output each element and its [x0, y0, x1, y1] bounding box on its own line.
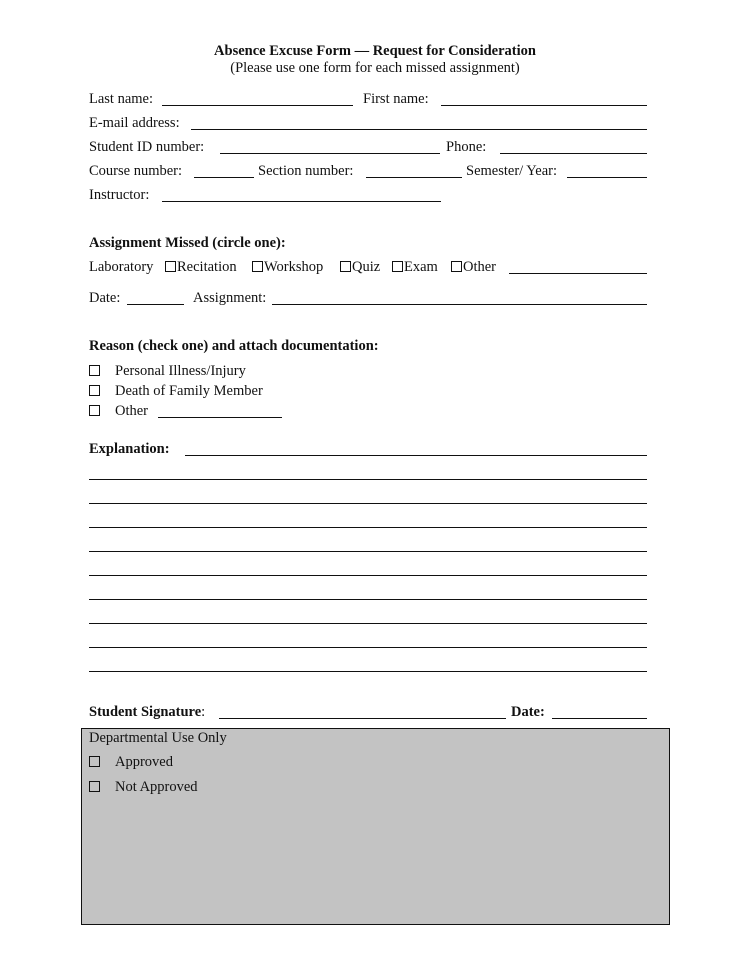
option-label: Personal Illness/Injury	[115, 363, 246, 379]
signature-colon: :	[201, 704, 206, 720]
form-subtitle: (Please use one form for each missed assignment)	[230, 60, 520, 76]
explanation-line[interactable]	[89, 599, 647, 600]
option-label: Other	[115, 403, 149, 419]
departmental-use-box	[81, 728, 670, 925]
checkbox-icon[interactable]	[89, 405, 100, 416]
explanation-line[interactable]	[89, 575, 647, 576]
first-name-field[interactable]	[441, 105, 647, 106]
assignment-option-quiz[interactable]	[340, 259, 380, 276]
last-name-field[interactable]	[162, 105, 353, 106]
option-label: Other	[463, 259, 497, 275]
signature-date-label: Date:	[511, 704, 545, 720]
option-label: Exam	[404, 259, 438, 275]
checkbox-icon[interactable]	[165, 261, 176, 272]
option-label: Approved	[115, 754, 173, 770]
option-label: Laboratory	[89, 259, 154, 275]
checkbox-icon[interactable]	[89, 365, 100, 376]
checkbox-icon[interactable]	[340, 261, 351, 272]
explanation-line[interactable]	[185, 455, 647, 456]
option-label: Workshop	[264, 259, 324, 275]
instructor-field[interactable]	[162, 201, 441, 202]
form-title: Absence Excuse Form — Request for Consideration	[214, 43, 536, 59]
assignment-option-other[interactable]	[451, 259, 496, 276]
reason-other-field[interactable]	[158, 417, 282, 418]
option-label: Not Approved	[115, 779, 198, 795]
reason-option-death[interactable]	[89, 383, 263, 400]
reason-heading: Reason (check one) and attach documentation:	[89, 338, 379, 354]
signature-label: Student Signature	[89, 704, 202, 720]
semester-year-field[interactable]	[567, 177, 647, 178]
option-label: Quiz	[352, 259, 381, 275]
phone-label: Phone:	[446, 139, 487, 155]
checkbox-icon[interactable]	[252, 261, 263, 272]
assignment-heading: Assignment Missed (circle one):	[89, 235, 286, 251]
explanation-line[interactable]	[89, 503, 647, 504]
signature-date-field[interactable]	[552, 718, 647, 719]
explanation-line[interactable]	[89, 647, 647, 648]
explanation-label: Explanation:	[89, 441, 170, 457]
explanation-line[interactable]	[89, 551, 647, 552]
explanation-line[interactable]	[89, 623, 647, 624]
first-name-label: First name:	[363, 91, 429, 107]
assignment-date-label: Date:	[89, 290, 121, 306]
semester-year-label: Semester/ Year:	[466, 163, 558, 179]
departmental-option-approved[interactable]	[89, 754, 173, 771]
assignment-other-field[interactable]	[509, 273, 647, 274]
assignment-option-workshop[interactable]	[252, 259, 323, 276]
assignment-date-field[interactable]	[127, 304, 184, 305]
checkbox-icon[interactable]	[89, 781, 100, 792]
email-field[interactable]	[191, 129, 647, 130]
course-number-field[interactable]	[194, 177, 254, 178]
checkbox-icon[interactable]	[89, 756, 100, 767]
assignment-option-laboratory[interactable]	[89, 259, 153, 276]
checkbox-icon[interactable]	[451, 261, 462, 272]
signature-field[interactable]	[219, 718, 506, 719]
departmental-option-not-approved[interactable]	[89, 779, 198, 796]
explanation-line[interactable]	[89, 479, 647, 480]
assignment-option-recitation[interactable]	[165, 259, 237, 276]
student-id-field[interactable]	[220, 153, 440, 154]
last-name-label: Last name:	[89, 91, 154, 107]
option-label: Recitation	[177, 259, 237, 275]
section-number-field[interactable]	[366, 177, 462, 178]
course-number-label: Course number:	[89, 163, 183, 179]
reason-option-illness[interactable]	[89, 363, 246, 380]
departmental-heading: Departmental Use Only	[89, 730, 227, 746]
section-number-label: Section number:	[258, 163, 354, 179]
signature-label-group	[89, 704, 205, 721]
option-label: Death of Family Member	[115, 383, 263, 399]
explanation-line[interactable]	[89, 671, 647, 672]
explanation-line[interactable]	[89, 527, 647, 528]
checkbox-icon[interactable]	[89, 385, 100, 396]
phone-field[interactable]	[500, 153, 647, 154]
assignment-name-field[interactable]	[272, 304, 647, 305]
assignment-name-label: Assignment:	[193, 290, 267, 306]
email-label: E-mail address:	[89, 115, 180, 131]
instructor-label: Instructor:	[89, 187, 150, 203]
reason-option-other[interactable]	[89, 403, 148, 420]
student-id-label: Student ID number:	[89, 139, 205, 155]
checkbox-icon[interactable]	[392, 261, 403, 272]
assignment-option-exam[interactable]	[392, 259, 438, 276]
